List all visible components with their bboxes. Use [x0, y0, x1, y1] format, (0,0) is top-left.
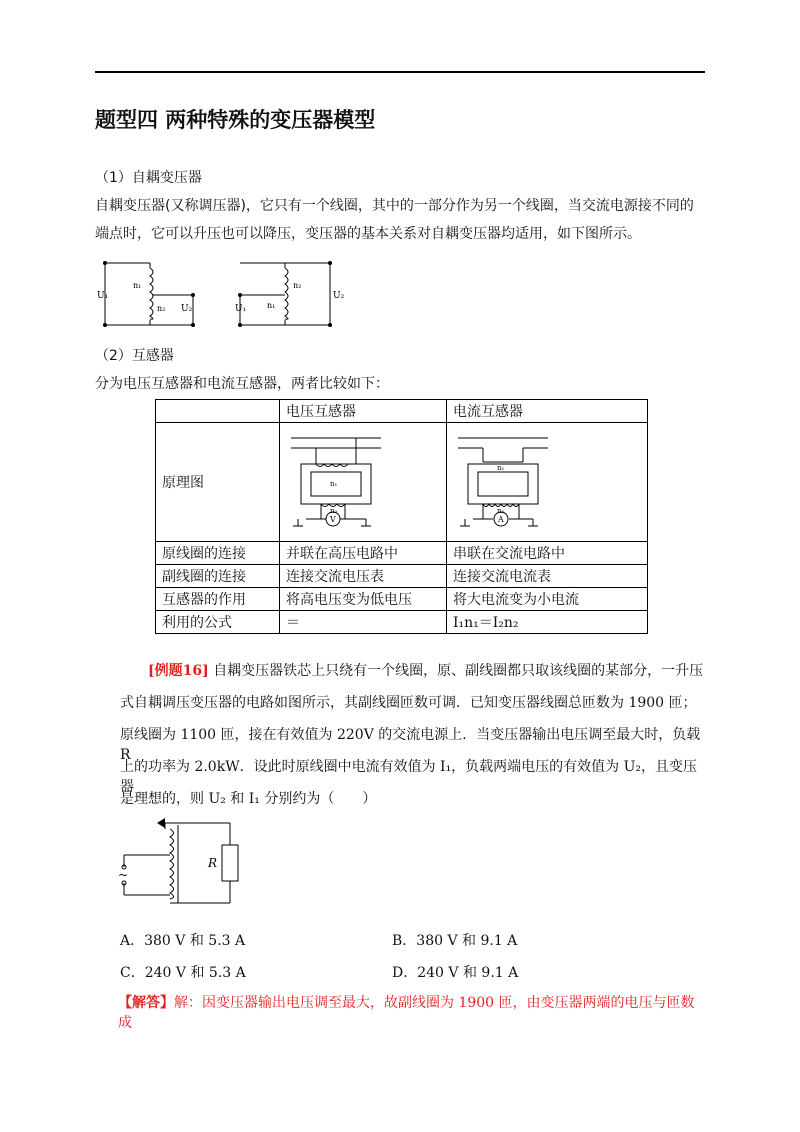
example-line-4: 上的功率为 2.0kW．设此时原线圈中电流有效值为 I₁，负载两端电压的有效值为 U₂，且变压器: [120, 759, 698, 795]
section-1-heading: （1）自耦变压器: [95, 170, 202, 186]
row-label-function: 互感器的作用: [156, 588, 280, 611]
table-row-diagram: [156, 423, 648, 542]
example-line-2: 式自耦调压变压器的电路如图所示，其副线圈匝数可调．已知变压器线圈总匝数为 1900 匝；: [120, 695, 697, 711]
ct-n1: n₁: [497, 464, 505, 472]
resistor-label: R: [208, 856, 218, 870]
answer-text: 解：因变压器输出电压调至最大，故副线圈为 1900 匝，由变压器两端的电压与匝数成: [118, 995, 695, 1031]
fig1-u1-left: U₁: [97, 291, 109, 301]
section-1-para-line-1: 自耦变压器(又称调压器)，它只有一个线圈，其中的一部分作为另一个线圈，当交流电源接不同的: [95, 198, 694, 214]
current-transformer-diagram: [453, 426, 553, 534]
row-current-formula: I₁n₁＝I₂n₂: [447, 611, 648, 634]
table-header-voltage: 电压互感器: [280, 400, 447, 423]
vt-n2: n₂: [330, 507, 338, 515]
current-transformer-diagram-cell: [447, 423, 648, 542]
row-label-primary: 原线圈的连接: [156, 542, 280, 565]
row-voltage-function: 将高电压变为低电压: [280, 588, 447, 611]
ac-source-symbol: ~: [118, 868, 129, 882]
table-row: [156, 565, 648, 588]
section-2-para: 分为电压互感器和电流互感器，两者比较如下：: [95, 376, 389, 392]
answer-line: [118, 993, 708, 1033]
section-1-para-line-2: 端点时，它可以升压也可以降压，变压器的基本关系对自耦变压器均适用，如下图所示。: [95, 226, 641, 242]
table-corner: [156, 400, 280, 423]
fig1-n2-left: n₂: [157, 304, 166, 313]
ct-n2: n₂: [497, 507, 505, 515]
option-b[interactable]: B．380 V 和 9.1 A: [392, 933, 518, 949]
example-tag: [例题16]: [148, 663, 209, 679]
table-row: [156, 542, 648, 565]
voltage-transformer-diagram: [286, 426, 386, 534]
autotransformer-figure: [95, 253, 355, 333]
example-line-1: [148, 661, 708, 681]
row-label-formula: 利用的公式: [156, 611, 280, 634]
example-line-3: 原线圈为 1100 匝，接在有效值为 220V 的交流电源上．当变压器输出电压调至最大时，负载 R: [120, 727, 701, 763]
top-rule: [95, 71, 705, 73]
row-voltage-primary: 并联在高压电路中: [280, 542, 447, 565]
page-title: 题型四 两种特殊的变压器模型: [95, 107, 376, 132]
table-row: [156, 588, 648, 611]
ammeter-label: A: [498, 515, 504, 524]
example-line-5: 是理想的，则 U₂ 和 I₁ 分别约为（ ）: [120, 791, 377, 807]
fig1-u1-right: U₁: [235, 304, 247, 314]
comparison-table: [155, 399, 648, 634]
row-voltage-secondary: 连接交流电压表: [280, 565, 447, 588]
fig1-n2-right: n₂: [293, 281, 302, 290]
answer-tag: 【解答】: [118, 995, 174, 1011]
table-header-current: 电流互感器: [447, 400, 648, 423]
option-c[interactable]: C．240 V 和 5.3 A: [120, 965, 246, 981]
fig1-u2-left: U₂: [181, 304, 193, 314]
row-voltage-formula: ＝: [280, 611, 447, 634]
section-2-heading: （2）互感器: [95, 348, 174, 364]
voltmeter-label: V: [330, 515, 336, 524]
table-cell-label: 原理图: [156, 423, 280, 542]
table-header-row: [156, 400, 648, 423]
option-a[interactable]: A．380 V 和 5.3 A: [120, 933, 246, 949]
row-label-secondary: 副线圈的连接: [156, 565, 280, 588]
fig1-n1-left: n₁: [133, 281, 142, 290]
example-line-1-text: 自耦变压器铁芯上只绕有一个线圈，原、副线圈都只取该线圈的某部分，一升压: [213, 663, 704, 679]
fig1-u2-right: U₂: [333, 291, 345, 301]
voltage-transformer-diagram-cell: [280, 423, 447, 542]
vt-n1: n₁: [330, 480, 338, 488]
option-d[interactable]: D．240 V 和 9.1 A: [392, 965, 519, 981]
table-row: [156, 611, 648, 634]
row-current-primary: 串联在交流电路中: [447, 542, 648, 565]
autotransformer-circuit-figure: [110, 815, 250, 915]
row-current-function: 将大电流变为小电流: [447, 588, 648, 611]
row-current-secondary: 连接交流电流表: [447, 565, 648, 588]
fig1-n1-right: n₁: [267, 301, 276, 310]
